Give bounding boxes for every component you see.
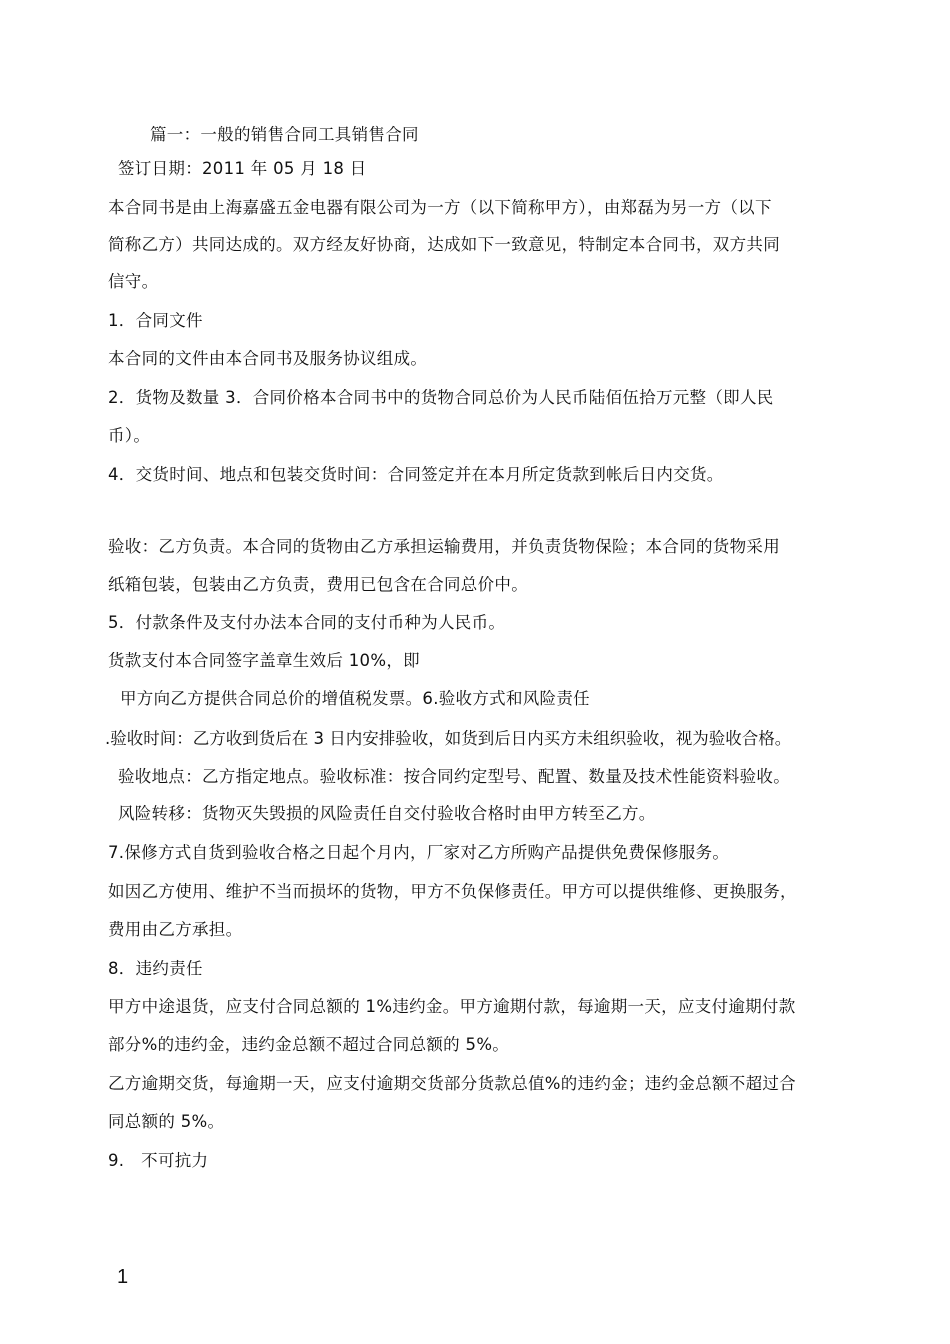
paragraph-line: 纸箱包装，包装由乙方负责，费用已包含在合同总价中。	[108, 575, 528, 594]
paragraph-line: 甲方向乙方提供合同总价的增值税发票。6.验收方式和风险责任	[120, 689, 590, 708]
paragraph-line: 验收地点：乙方指定地点。验收标准：按合同约定型号、配置、数量及技术性能资料验收。	[118, 767, 790, 786]
paragraph-line: 4．交货时间、地点和包装交货时间：合同签定并在本月所定货款到帐后日内交货。	[108, 465, 724, 484]
paragraph-line: 风险转移：货物灭失毁损的风险责任自交付验收合格时由甲方转至乙方。	[118, 804, 656, 823]
paragraph-line: 货款支付本合同签字盖章生效后 10%，即	[108, 651, 420, 670]
paragraph-line: 乙方逾期交货，每逾期一天，应支付逾期交货部分货款总值%的违约金；违约金总额不超过合	[108, 1074, 796, 1093]
section-heading: 9. 不可抗力	[108, 1151, 209, 1170]
paragraph-line: 甲方中途退货，应支付合同总额的 1%违约金。甲方逾期付款，每逾期一天，应支付逾期付款	[108, 997, 796, 1016]
paragraph-line: 本合同的文件由本合同书及服务协议组成。	[108, 349, 428, 368]
paragraph-line: 7.保修方式自货到验收合格之日起个月内，厂家对乙方所购产品提供免费保修服务。	[108, 843, 730, 862]
paragraph-line: 如因乙方使用、维护不当而损坏的货物，甲方不负保修责任。甲方可以提供维修、更换服务，	[108, 882, 797, 901]
paragraph-line: 本合同书是由上海嘉盛五金电器有限公司为一方（以下简称甲方），由郑磊为另一方（以下	[108, 198, 772, 217]
section-heading: 8．违约责任	[108, 959, 203, 978]
section-heading: 1．合同文件	[108, 311, 203, 330]
paragraph-line: .验收时间：乙方收到货后在 3 日内安排验收，如货到后日内买方未组织验收，视为验收合格。	[105, 729, 792, 748]
paragraph-line: 费用由乙方承担。	[108, 920, 243, 939]
document-title: 篇一：一般的销售合同工具销售合同	[150, 125, 419, 144]
paragraph-line: 2．货物及数量 3．合同价格本合同书中的货物合同总价为人民币陆佰伍拾万元整（即人民	[108, 388, 774, 407]
sign-date: 签订日期：2011 年 05 月 18 日	[118, 159, 367, 178]
paragraph-line: 币）。	[108, 426, 151, 445]
paragraph-line: 5．付款条件及支付办法本合同的支付币种为人民币。	[108, 613, 506, 632]
paragraph-line: 验收：乙方负责。本合同的货物由乙方承担运输费用，并负责货物保险；本合同的货物采用	[108, 537, 780, 556]
page-number: 1	[117, 1266, 129, 1288]
paragraph-line: 信守。	[108, 272, 159, 291]
paragraph-line: 部分%的违约金，违约金总额不超过合同总额的 5%。	[108, 1035, 510, 1054]
paragraph-line: 简称乙方）共同达成的。双方经友好协商，达成如下一致意见，特制定本合同书，双方共同	[108, 235, 780, 254]
paragraph-line: 同总额的 5%。	[108, 1112, 225, 1131]
